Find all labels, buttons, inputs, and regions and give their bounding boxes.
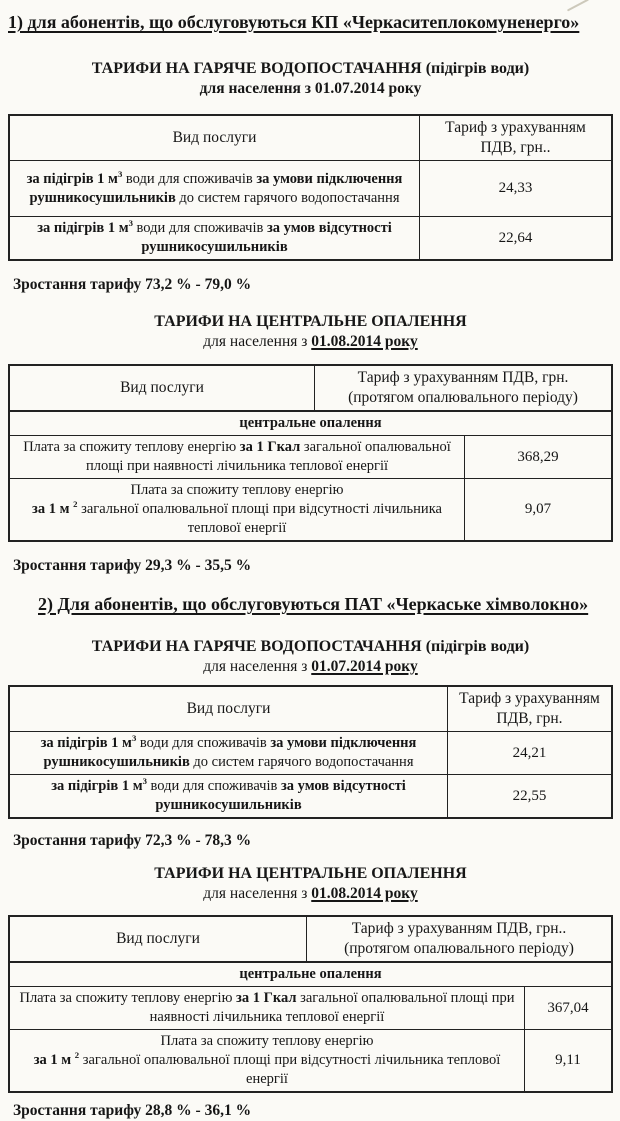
table-heating-tariffs-2 [8,915,613,1093]
column-header-service: Вид послуги [10,366,315,410]
tariff-growth-note: Зростання тарифу 29,3 % - 35,5 % [13,557,252,574]
tariff-value: 9,07 [524,501,552,517]
column-header-service: Вид послуги [10,687,448,731]
service-cell: Плата за спожиту теплову енергію за 1 м $^2$ загальної опалювальної площі при відсутності лічильника теплової енергії [10,479,465,540]
subtitle-prefix: для населення з [203,333,312,350]
tariff-value: 368,29 [517,448,559,465]
section1-heating-title-block [8,311,613,352]
service-cell: за підігрів 1 $м^3$ води для споживачів за умови підключення рушникосушильників до систем гарячого водопостачання [10,161,420,216]
column-header-service: Вид послуги [10,917,307,961]
heating-subtitle [8,884,613,904]
effective-date: 01.08.2014 року [311,333,418,350]
table-header-row [10,917,611,961]
section2-hot-water-title-block [8,636,613,677]
service-cell: Плата за спожиту теплову енергію за 1 Гкал загальної опалювальної площі при наявності лічильника теплової енергії [10,436,465,478]
table-row [10,160,611,216]
service-cell: за підігрів 1 $м^3$ води для споживачів за умов відсутності рушникосушильників [10,775,448,817]
table-row [10,435,611,478]
column-header-tariff: Тариф з урахуванням ПДВ, грн. [459,690,600,727]
subheader-central-heating: центральне опалення [239,966,382,982]
heating-subtitle [8,332,613,352]
effective-date: 01.08.2014 року [311,885,418,902]
tariff-value: 22,64 [498,229,533,246]
section1-heading: 1) для абонентів, що обслуговуються КП «Черкаситеплокомуненерго» [8,12,580,32]
tariff-growth-note: Зростання тарифу 73,2 % - 79,0 % [13,276,252,293]
column-header-tariff: Тариф з урахуванням ПДВ, грн.. [445,119,586,156]
table-row [10,1029,611,1091]
service-cell: за підігрів 1 $м^3$ води для споживачів за умови підключення рушникосушильників до систем гарячого водопостачання [10,732,448,774]
tariff-growth-note: Зростання тарифу 72,3 % - 78,3 % [13,832,252,849]
service-cell: Плата за спожиту теплову енергію за 1 м $^2$ загальної опалювальної площі при відсутності лічильника теплової енергії [10,1030,525,1091]
hot-water-title: ТАРИФИ НА ГАРЯЧЕ ВОДОПОСТАЧАННЯ (підігрів води) [91,60,530,77]
tariff-header-text: Тариф з урахуванням ПДВ, грн. (протягом опалювального періоду) [348,369,578,406]
service-cell: за підігрів 1 $м^3$ води для споживачів за умов відсутності рушникосушильників [10,217,420,259]
column-header-tariff [315,366,611,410]
tariff-value: 22,55 [512,787,547,804]
subheader-central-heating: центральне опалення [239,415,382,431]
table-hot-water-tariffs-2 [8,685,613,819]
table-header-row [10,116,611,160]
heating-title: ТАРИФИ НА ЦЕНТРАЛЬНЕ ОПАЛЕННЯ [154,313,467,330]
section2-heating-title-block [8,863,613,904]
hot-water-title: ТАРИФИ НА ГАРЯЧЕ ВОДОПОСТАЧАННЯ (підігрів води) [91,638,530,655]
tariff-value: 9,11 [555,1052,581,1068]
table-heating-tariffs-1 [8,364,613,542]
subtitle-prefix: для населення з [203,885,312,902]
tariff-value: 24,33 [498,180,533,196]
section1-hot-water-title-block [8,58,613,99]
table-row [10,774,611,817]
table-header-row [10,687,611,731]
table-subheader-row [10,961,611,986]
table-hot-water-tariffs-1 [8,114,613,261]
tariff-header-text: Тариф з урахуванням ПДВ, грн.. (протягом опалювального періоду) [344,920,574,957]
table-row [10,216,611,259]
service-cell: Плата за спожиту теплову енергію за 1 Гкал загальної опалювальної площі при наявності лічильника теплової енергії [10,987,525,1029]
table-row [10,731,611,774]
table-header-row [10,366,611,410]
effective-date: 01.07.2014 року [311,658,418,675]
hot-water-subtitle: для населення з 01.07.2014 року [199,80,422,97]
table-subheader-row [10,410,611,435]
column-header-tariff [307,917,611,961]
table-row [10,986,611,1029]
heating-title: ТАРИФИ НА ЦЕНТРАЛЬНЕ ОПАЛЕННЯ [154,865,467,882]
column-header-service: Вид послуги [10,116,420,160]
section2-heading: 2) Для абонентів, що обслуговуються ПАТ «Черкаське хімволокно» [38,594,589,614]
tariff-value: 24,21 [512,744,547,761]
tariff-value: 367,04 [547,999,589,1016]
tariff-growth-note: Зростання тарифу 28,8 % - 36,1 % [13,1102,252,1119]
subtitle-prefix: для населення з [203,658,312,675]
hot-water-subtitle [8,657,613,677]
table-row [10,478,611,540]
